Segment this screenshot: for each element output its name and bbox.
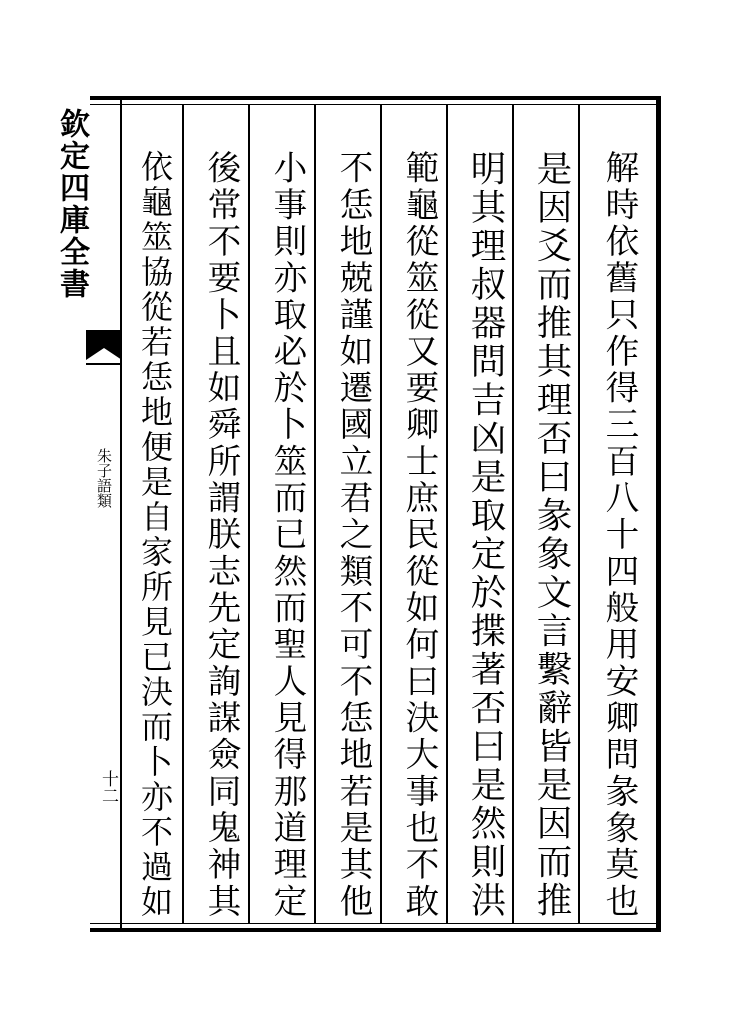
- gutter-page-number: 十二: [98, 770, 118, 804]
- text-column-4: 範龜從筮從又要卿士庶民從如何曰決大事也不敢: [400, 150, 439, 920]
- gutter-title: 欽定四庫全書: [54, 108, 89, 300]
- fish-tail-mark-icon: [86, 330, 122, 366]
- text-column-5: 不恁地兢謹如遷國立君之類不可不恁地若是其他: [334, 150, 373, 920]
- bottom-border-rule: [90, 928, 658, 932]
- top-border-rule: [90, 96, 658, 100]
- gutter-border-rule: [120, 96, 122, 932]
- text-column-3: 明其理叔器問吉凶是取定於揲著否曰是然則洪: [465, 150, 506, 920]
- right-border-rule: [656, 96, 661, 932]
- text-column-8: 依龜筮協從若恁地便是自家所見已決而卜亦不過如: [136, 150, 174, 920]
- text-column-1: 解時依舊只作得三百八十四般用安卿問彖象莫也: [600, 150, 639, 920]
- text-column-7: 後常不要卜且如舜所謂朕志先定詢謀僉同鬼神其: [202, 150, 241, 920]
- text-column-6: 小事則亦取必於卜筮而已然而聖人見得那道理定: [268, 150, 307, 920]
- text-column-2: 是因爻而推其理否曰彖象文言繫辭皆是因而推: [531, 150, 572, 920]
- bottom-inner-rule: [90, 923, 658, 924]
- gutter-subtitle: 朱子語類: [95, 448, 113, 508]
- top-inner-rule: [90, 104, 658, 105]
